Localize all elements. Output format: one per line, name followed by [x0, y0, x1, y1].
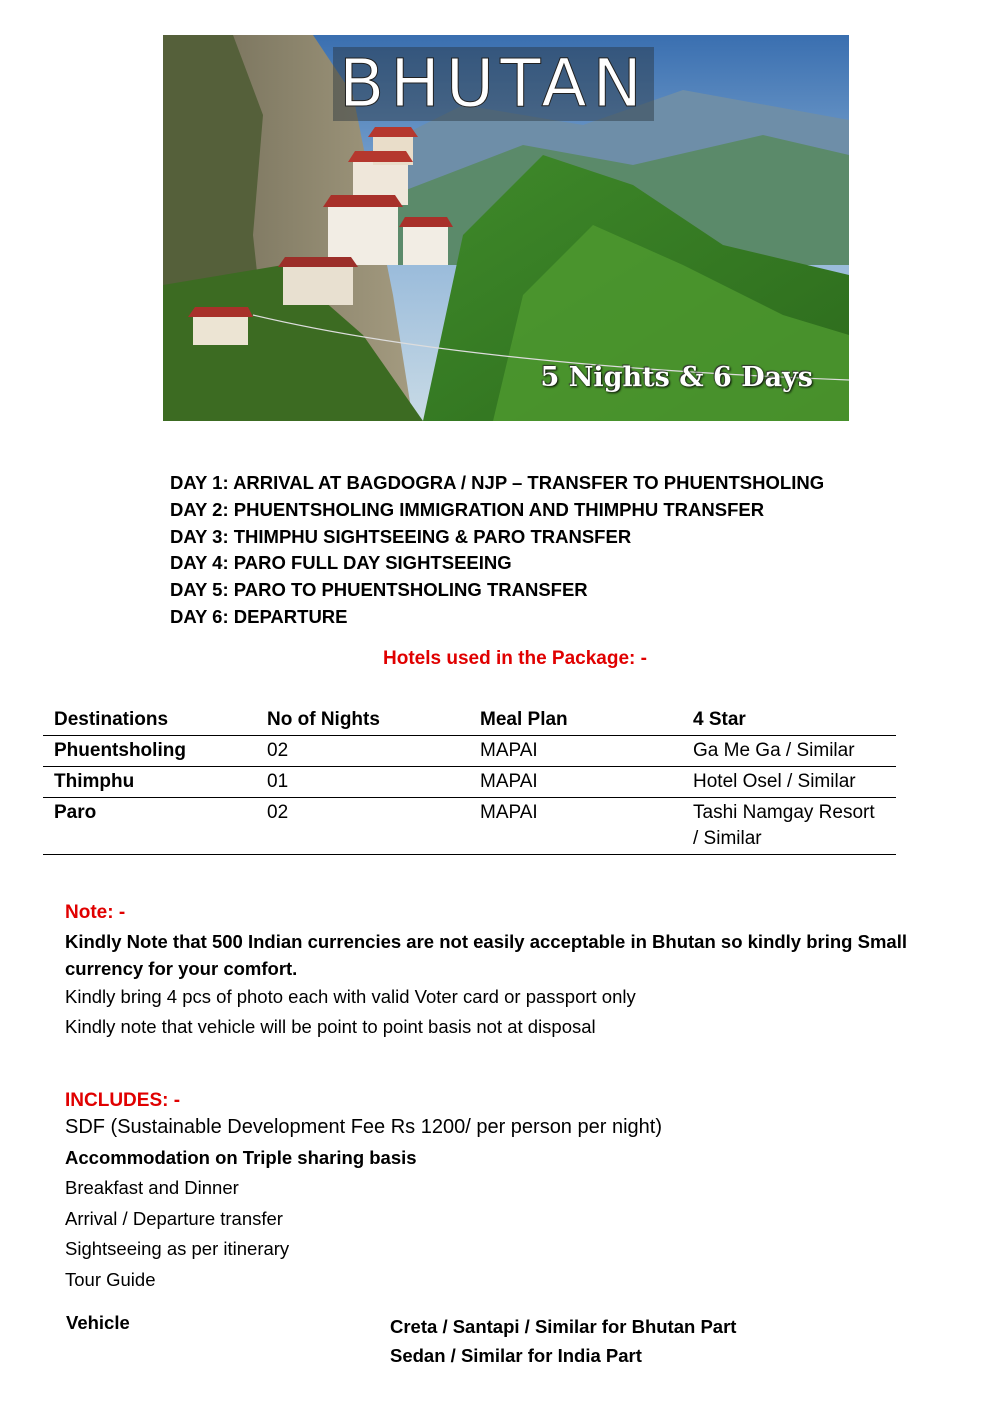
- itinerary-day-4: DAY 4: PARO FULL DAY SIGHTSEEING: [170, 552, 512, 574]
- hotels-table: [43, 705, 896, 855]
- cell-hotel: Hotel Osel / Similar: [682, 767, 896, 798]
- cell-nights: 02: [256, 736, 469, 767]
- note-photo: Kindly bring 4 pcs of photo each with valid Voter card or passport only: [65, 986, 636, 1007]
- includes-item-guide: Tour Guide: [65, 1268, 156, 1290]
- hero-subtitle: 5 Nights & 6 Days: [540, 362, 813, 393]
- header-meal-plan: Meal Plan: [469, 705, 682, 736]
- vehicle-label: Vehicle: [66, 1312, 130, 1333]
- hero-title: BHUTAN: [333, 47, 654, 121]
- note-label: Note: -: [65, 902, 126, 923]
- itinerary-day-2: DAY 2: PHUENTSHOLING IMMIGRATION AND THIMPHU TRANSFER: [170, 498, 765, 520]
- vehicle-values: [390, 1312, 736, 1370]
- includes-item-sightseeing: Sightseeing as per itinerary: [65, 1238, 290, 1259]
- header-nights: No of Nights: [256, 705, 469, 736]
- note-currency: Kindly Note that 500 Indian currencies are not easily acceptable in Bhutan so kindly bring Small currency for your comfort.: [65, 931, 907, 979]
- hero-image: [163, 35, 849, 421]
- cell-nights: 02: [256, 798, 469, 855]
- cell-meal: MAPAI: [469, 767, 682, 798]
- includes-section: [65, 1090, 945, 1295]
- note-vehicle: Kindly note that vehicle will be point to point basis not at disposal: [65, 1016, 596, 1037]
- cell-hotel: Ga Me Ga / Similar: [682, 736, 896, 767]
- cell-meal: MAPAI: [469, 736, 682, 767]
- cell-nights: 01: [256, 767, 469, 798]
- vehicle-bhutan: Creta / Santapi / Similar for Bhutan Part: [390, 1316, 737, 1337]
- note-section: [65, 902, 955, 1042]
- includes-item-sdf: SDF (Sustainable Development Fee Rs 1200/ per person per night): [65, 1116, 662, 1138]
- cell-hotel: Tashi Namgay Resort / Similar: [682, 798, 896, 855]
- cell-destination: Paro: [43, 798, 256, 855]
- header-destinations: Destinations: [43, 705, 256, 736]
- includes-label: INCLUDES: -: [65, 1090, 181, 1111]
- cell-destination: Phuentsholing: [43, 736, 256, 767]
- hotels-heading: Hotels used in the Package: -: [383, 648, 647, 669]
- table-header-row: [43, 705, 896, 736]
- cell-meal: MAPAI: [469, 798, 682, 855]
- includes-item-accommodation: Accommodation on Triple sharing basis: [65, 1146, 417, 1168]
- itinerary-day-5: DAY 5: PARO TO PHUENTSHOLING TRANSFER: [170, 579, 588, 601]
- table-row: [43, 736, 896, 767]
- header-hotel-category: 4 Star: [682, 705, 896, 736]
- itinerary-day-6: DAY 6: DEPARTURE: [170, 605, 348, 627]
- itinerary-day-3: DAY 3: THIMPHU SIGHTSEEING & PARO TRANSFER: [170, 525, 632, 547]
- table-row: [43, 767, 896, 798]
- itinerary-day-1: DAY 1: ARRIVAL AT BAGDOGRA / NJP – TRANSFER TO PHUENTSHOLING: [170, 472, 825, 493]
- cell-destination: Thimphu: [43, 767, 256, 798]
- itinerary-list: [170, 470, 824, 631]
- includes-item-transfer: Arrival / Departure transfer: [65, 1207, 283, 1229]
- includes-item-meals: Breakfast and Dinner: [65, 1177, 239, 1198]
- vehicle-india: Sedan / Similar for India Part: [390, 1345, 642, 1366]
- table-row: [43, 798, 896, 855]
